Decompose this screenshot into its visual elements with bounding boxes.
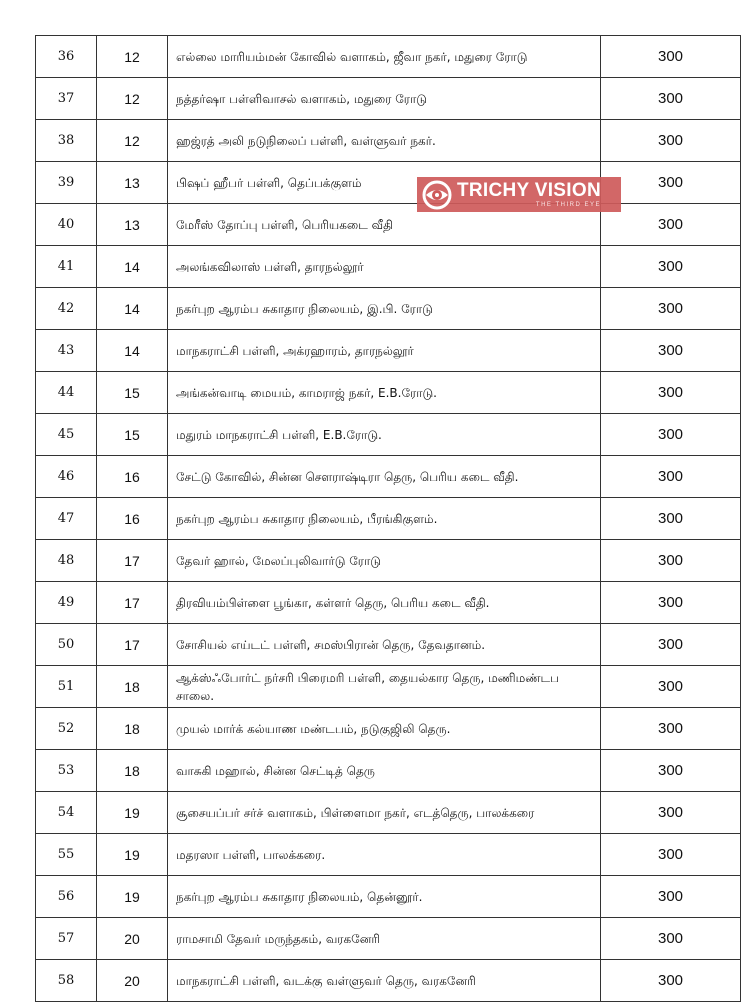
location-cell: மதரஸா பள்ளி, பாலக்கரை. — [168, 834, 601, 876]
count-cell: 300 — [601, 498, 741, 540]
count-cell: 300 — [601, 582, 741, 624]
count-cell: 300 — [601, 414, 741, 456]
count-cell: 300 — [601, 456, 741, 498]
count-cell: 300 — [601, 120, 741, 162]
location-cell: தேவர் ஹால், மேலப்புலிவார்டு ரோடு — [168, 540, 601, 582]
count-cell: 300 — [601, 372, 741, 414]
location-cell: ஹஜ்ரத் அலி நடுநிலைப் பள்ளி, வள்ளுவர் நகர். — [168, 120, 601, 162]
table-row — [36, 498, 741, 540]
count-cell: 300 — [601, 624, 741, 666]
count-cell: 300 — [601, 792, 741, 834]
serial-number-cell: 55 — [36, 834, 97, 876]
serial-number-cell: 50 — [36, 624, 97, 666]
ward-number-cell: 14 — [97, 246, 168, 288]
ward-number-cell: 15 — [97, 414, 168, 456]
location-cell: வாசுகி மஹால், சின்ன செட்டித் தெரு — [168, 750, 601, 792]
location-cell: ராமசாமி தேவர் மருந்தகம், வரகனேரி — [168, 918, 601, 960]
location-cell: சேட்டு கோவில், சின்ன சௌராஷ்டிரா தெரு, பெரிய கடை வீதி. — [168, 456, 601, 498]
location-cell: மேரீஸ் தோப்பு பள்ளி, பெரியகடை வீதி — [168, 204, 601, 246]
location-cell: சூசையப்பர் சர்ச் வளாகம், பிள்ளைமா நகர், எடத்தெரு, பாலக்கரை — [168, 792, 601, 834]
ward-number-cell: 12 — [97, 78, 168, 120]
ward-number-cell: 13 — [97, 204, 168, 246]
ward-number-cell: 14 — [97, 288, 168, 330]
table-row — [36, 708, 741, 750]
serial-number-cell: 58 — [36, 960, 97, 1002]
serial-number-cell: 45 — [36, 414, 97, 456]
count-cell: 300 — [601, 78, 741, 120]
table-row — [36, 582, 741, 624]
serial-number-cell: 51 — [36, 666, 97, 708]
ward-number-cell: 12 — [97, 36, 168, 78]
location-cell: முயல் மார்க் கல்யாண மண்டபம், நடுகுஜிலி தெரு. — [168, 708, 601, 750]
table-row — [36, 624, 741, 666]
count-cell: 300 — [601, 36, 741, 78]
serial-number-cell: 47 — [36, 498, 97, 540]
ward-number-cell: 12 — [97, 120, 168, 162]
serial-number-cell: 39 — [36, 162, 97, 204]
location-cell: ஆக்ஸ்ஃபோர்ட் நர்சரி பிரைமரி பள்ளி, தையல்கார தெரு, மணிமண்டப சாலை. — [168, 666, 601, 708]
location-cell: சோசியல் எய்டட் பள்ளி, சமஸ்பிரான் தெரு, தேவதானம். — [168, 624, 601, 666]
location-cell: நத்தர்ஷா பள்ளிவாசல் வளாகம், மதுரை ரோடு — [168, 78, 601, 120]
ward-number-cell: 20 — [97, 960, 168, 1002]
serial-number-cell: 37 — [36, 78, 97, 120]
location-cell: மாநகராட்சி பள்ளி, வடக்கு வள்ளுவர் தெரு, வரகனேரி — [168, 960, 601, 1002]
ward-number-cell: 17 — [97, 624, 168, 666]
count-cell: 300 — [601, 540, 741, 582]
count-cell: 300 — [601, 204, 741, 246]
serial-number-cell: 40 — [36, 204, 97, 246]
serial-number-cell: 54 — [36, 792, 97, 834]
table-row — [36, 372, 741, 414]
table-row — [36, 834, 741, 876]
table-row — [36, 414, 741, 456]
table-row — [36, 36, 741, 78]
table-row — [36, 162, 741, 204]
location-cell: அலங்கவிலாஸ் பள்ளி, தாரநல்லூர் — [168, 246, 601, 288]
table-row — [36, 456, 741, 498]
ward-number-cell: 16 — [97, 456, 168, 498]
table-row — [36, 204, 741, 246]
ward-number-cell: 19 — [97, 792, 168, 834]
count-cell: 300 — [601, 960, 741, 1002]
count-cell: 300 — [601, 918, 741, 960]
serial-number-cell: 56 — [36, 876, 97, 918]
table-row — [36, 246, 741, 288]
location-cell: அங்கன்வாடி மையம், காமராஜ் நகர், E.B.ரோடு. — [168, 372, 601, 414]
serial-number-cell: 42 — [36, 288, 97, 330]
serial-number-cell: 43 — [36, 330, 97, 372]
table-row — [36, 120, 741, 162]
serial-number-cell: 52 — [36, 708, 97, 750]
table-row — [36, 792, 741, 834]
serial-number-cell: 44 — [36, 372, 97, 414]
ward-number-cell: 18 — [97, 750, 168, 792]
serial-number-cell: 41 — [36, 246, 97, 288]
serial-number-cell: 46 — [36, 456, 97, 498]
table-row — [36, 540, 741, 582]
table-body — [36, 36, 741, 1002]
serial-number-cell: 57 — [36, 918, 97, 960]
vaccination-centres-table — [35, 35, 741, 1002]
count-cell: 300 — [601, 666, 741, 708]
table-row — [36, 918, 741, 960]
ward-number-cell: 18 — [97, 708, 168, 750]
location-cell: எல்லை மாரியம்மன் கோவில் வளாகம், ஜீவா நகர், மதுரை ரோடு — [168, 36, 601, 78]
watermark-name: TRICHY VISION — [457, 179, 601, 201]
table-row — [36, 750, 741, 792]
serial-number-cell: 38 — [36, 120, 97, 162]
serial-number-cell: 49 — [36, 582, 97, 624]
table-row — [36, 78, 741, 120]
location-cell: நகர்புற ஆரம்ப சுகாதார நிலையம், இ.பி. ரோடு — [168, 288, 601, 330]
ward-number-cell: 13 — [97, 162, 168, 204]
table-row — [36, 960, 741, 1002]
ward-number-cell: 19 — [97, 834, 168, 876]
table-row — [36, 330, 741, 372]
count-cell: 300 — [601, 876, 741, 918]
ward-number-cell: 20 — [97, 918, 168, 960]
ward-number-cell: 19 — [97, 876, 168, 918]
count-cell: 300 — [601, 246, 741, 288]
serial-number-cell: 53 — [36, 750, 97, 792]
ward-number-cell: 17 — [97, 582, 168, 624]
count-cell: 300 — [601, 288, 741, 330]
location-cell: திரவியம்பிள்ளை பூங்கா, கள்ளர் தெரு, பெரிய கடை வீதி. — [168, 582, 601, 624]
trichy-vision-watermark — [417, 177, 621, 212]
ward-number-cell: 15 — [97, 372, 168, 414]
location-cell: நகர்புற ஆரம்ப சுகாதார நிலையம், பீரங்கிகுளம். — [168, 498, 601, 540]
eye-logo-icon — [421, 179, 453, 211]
location-cell: மதுரம் மாநகராட்சி பள்ளி, E.B.ரோடு. — [168, 414, 601, 456]
count-cell: 300 — [601, 330, 741, 372]
table-row — [36, 288, 741, 330]
count-cell: 300 — [601, 834, 741, 876]
watermark-tagline: THE THIRD EYE — [535, 201, 601, 208]
serial-number-cell: 48 — [36, 540, 97, 582]
count-cell: 300 — [601, 750, 741, 792]
ward-number-cell: 16 — [97, 498, 168, 540]
ward-number-cell: 18 — [97, 666, 168, 708]
location-cell: பிஷப் ஹீபர் பள்ளி, தெப்பக்குளம் — [168, 162, 601, 204]
table-row — [36, 876, 741, 918]
location-cell: மாநகராட்சி பள்ளி, அக்ரஹாரம், தாரநல்லூர் — [168, 330, 601, 372]
count-cell: 300 — [601, 162, 741, 204]
ward-number-cell: 14 — [97, 330, 168, 372]
table-row — [36, 666, 741, 708]
ward-number-cell: 17 — [97, 540, 168, 582]
serial-number-cell: 36 — [36, 36, 97, 78]
count-cell: 300 — [601, 708, 741, 750]
location-cell: நகர்புற ஆரம்ப சுகாதார நிலையம், தென்னூர். — [168, 876, 601, 918]
